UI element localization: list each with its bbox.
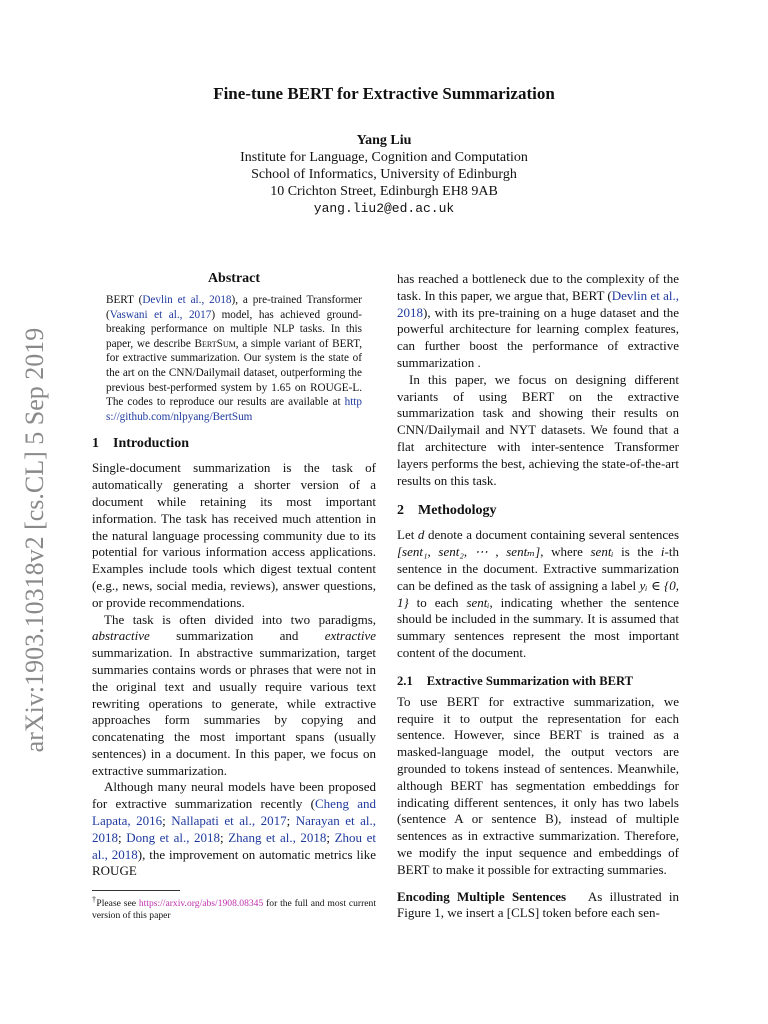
math-symbol: i — [660, 544, 665, 560]
intro-paragraph-4: In this paper, we focus on designing different variants of using BERT on the extractive summarization task and showing their results on CNN/Dailymail and NYT datasets. We found that a flat architecture with inter-sentence Transformer layers performs the best, achieving the state-of-the-art results on this task. — [397, 371, 679, 488]
text-part: Let — [397, 527, 418, 543]
section-title: Methodology — [418, 503, 497, 519]
section-heading-methodology — [397, 503, 679, 519]
footnote — [92, 894, 376, 921]
citation-link[interactable]: Zhou et al., 2018 — [92, 829, 376, 862]
separator: ; — [220, 829, 229, 845]
section-heading-introduction — [92, 436, 376, 452]
math-expression: yᵢ ∈ {0, 1} — [397, 577, 679, 610]
text-part: to each — [408, 594, 467, 610]
text-part: has reached a bottleneck due to the complexity of the task. In this paper, we argue that, BERT ( — [397, 271, 679, 303]
text-part: ), with its pre-training on a huge dataset and the powerful architecture for learning complex features, can further boost the performance of extractive summarization . — [397, 304, 679, 370]
section-title: Introduction — [113, 436, 189, 452]
subsection-paragraph-1: To use BERT for extractive summarization, we require it to output the representation for each sentence. However, since BERT is trained as a masked-language model, the output vectors are grounded to tokens instead of sentences. Meanwhile, although BERT has segmentation embeddings for indicating different sentences, it only has two labels (sentence A or sentence B), instead of multiple sentences as in extractive summarization. Therefore, we modify the input sequence and embeddings of BERT to make it possible for extracting summaries. — [397, 693, 679, 877]
arxiv-identifier: arXiv:1903.10318v2 [cs.CL] 5 Sep 2019 — [20, 327, 49, 753]
text-part: , where — [540, 544, 591, 560]
section-number: 1 — [92, 436, 99, 452]
code-repository-link[interactable]: https://github.com/nlpyang/BertSum — [106, 396, 362, 423]
text-part: Although many neural models have been proposed for extractive summarization recently ( — [92, 779, 376, 812]
abstract-text-part: ), a pre-trained Transformer ( — [106, 294, 363, 321]
abstract-text-part: ) model, has achieved ground-breaking performance on multiple NLP tasks. In this paper, we describe — [106, 308, 362, 350]
affiliation-line-1: Institute for Language, Cognition and Computation — [240, 150, 528, 165]
intro-paragraph-1: Single-document summarization is the task of automatically generating a shorter version of a document while retaining its most important information. The task has received much attention in the natural language processing community due to its potential for various information access applications. Examples include tools which digest textual content (e.g., news, social media, reviews), answer questions, or provide recommendations. — [92, 460, 376, 610]
citation-link[interactable]: Cheng and Lapata, 2016 — [92, 796, 376, 829]
subsection-number: 2.1 — [397, 673, 413, 688]
author-name: Yang Liu — [356, 133, 412, 148]
text-part: summarization and — [149, 628, 325, 644]
separator: ; — [162, 813, 172, 829]
text-part: , indicating whether the sentence should be included in the summary. It is assumed that summary sentences represent the most important content of the document. — [397, 594, 679, 660]
paragraph-heading: Encoding Multiple Sentences — [397, 888, 567, 904]
text-part: is the — [613, 544, 661, 560]
math-symbol: sentᵢ — [590, 544, 614, 560]
affiliation-line-2: School of Informatics, University of Edinburgh — [251, 167, 517, 182]
citation-link[interactable]: Vaswani et al., 2017 — [109, 308, 212, 321]
text-part: summarization. In abstractive summarization, target summaries contains words or phrases that were not in the original text and usually require various text rewriting operations to generate, while extractive approaches form summaries by copying and concatenating the most important spans (usually sentences) in a document. In this paper, we focus on extractive summarization. — [92, 645, 376, 778]
abstract-heading: Abstract — [207, 271, 261, 286]
intro-paragraph-2 — [92, 612, 376, 780]
footnote-mark: † — [92, 895, 97, 905]
math-expression: [sent₁, sent₂, ⋯ , sentₘ] — [397, 544, 541, 560]
section-number: 2 — [397, 503, 404, 519]
intro-paragraph-3 — [92, 779, 376, 880]
subsection-heading — [397, 674, 679, 689]
separator: ; — [286, 813, 296, 829]
emphasis-extractive: extractive — [324, 628, 376, 644]
abstract-text — [106, 293, 362, 424]
abstract-text-part: , a simple variant of BERT, for extractive summarization. Our system is the state of the art on the CNN/Dailymail dataset, outperforming the previous best-performed system by 1.65 on ROUGE-L. The codes to reproduce our results are available at — [106, 337, 363, 409]
emphasis-abstractive: abstractive — [92, 628, 150, 644]
text-part: denote a document containing several sentences — [424, 527, 680, 543]
methodology-paragraph — [397, 527, 679, 661]
text-part: Please see — [96, 898, 139, 910]
citation-link[interactable]: Devlin et al., 2018 — [397, 287, 679, 320]
author-email: yang.liu2@ed.ac.uk — [313, 201, 455, 216]
author-block — [0, 132, 768, 217]
left-column — [92, 271, 376, 922]
intro-paragraph-3-continued — [397, 271, 679, 372]
text-part: -th sentence in the document. Extractive summarization can be defined as the task of assigning a label — [397, 544, 679, 593]
citation-link[interactable]: Devlin et al., 2018 — [142, 294, 232, 306]
arxiv-link[interactable]: https://arxiv.org/abs/1908.08345 — [138, 898, 264, 910]
subsection-title: Extractive Summarization with BERT — [426, 673, 634, 688]
citation-link[interactable]: Nallapati et al., 2017 — [171, 813, 287, 829]
address-line: 10 Crichton Street, Edinburgh EH8 9AB — [270, 184, 498, 199]
footnote-divider — [92, 890, 180, 891]
citation-link[interactable]: Zhang et al., 2018 — [228, 829, 327, 845]
citation-link[interactable]: Narayan et al., 2018 — [92, 813, 376, 845]
text-part: for the full and most current version of this paper — [92, 898, 377, 922]
separator: ; — [326, 829, 335, 845]
text-part: ), the improvement on automatic metrics like ROUGE — [92, 846, 376, 879]
citation-link[interactable]: Dong et al., 2018 — [126, 829, 221, 845]
abstract-text-part: BERT ( — [106, 294, 143, 306]
subsection-paragraph-2 — [397, 889, 679, 923]
paper-title: Fine-tune BERT for Extractive Summarization — [213, 84, 555, 103]
right-column — [397, 271, 679, 922]
math-symbol: d — [417, 527, 425, 543]
math-symbol: sentᵢ — [466, 594, 490, 610]
text-part: The task is often divided into two paradigms, — [104, 611, 376, 627]
text-part: As illustrated in Figure 1, we insert a [CLS] token before each sen- — [397, 888, 680, 921]
system-name: BertSum — [194, 337, 236, 350]
separator: ; — [118, 829, 127, 845]
